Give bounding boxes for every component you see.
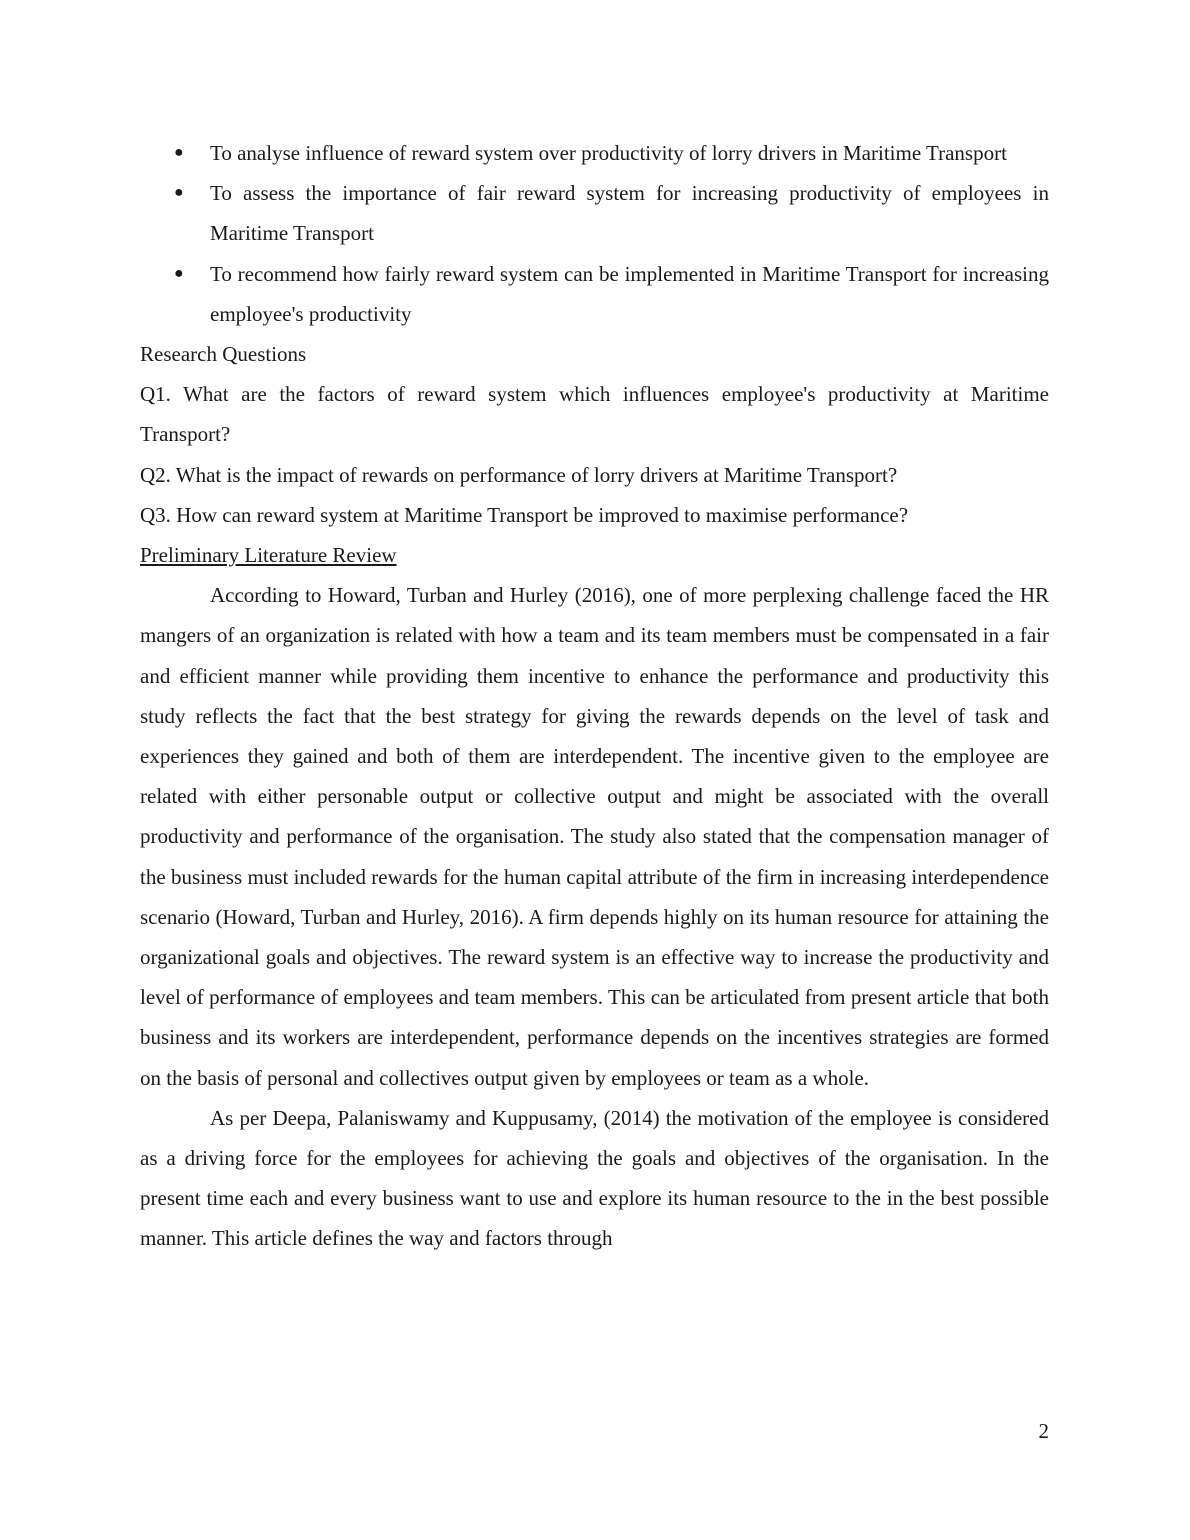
literature-review-heading: Preliminary Literature Review: [140, 543, 397, 568]
page-number: 2: [1038, 1419, 1049, 1443]
research-questions-heading: Research Questions: [140, 342, 307, 367]
list-item: [140, 173, 1049, 253]
research-question-2: Q2. What is the impact of rewards on performance of lorry drivers at Maritime Transport?: [140, 462, 898, 487]
page-content: [140, 133, 1049, 1259]
bullet-icon: ●: [174, 144, 184, 161]
research-question-3: Q3. How can reward system at Maritime Transport be improved to maximise performance?: [140, 502, 909, 527]
research-question-1: Q1. What are the factors of reward system which influences employee's productivity at Maritime Transport?: [140, 382, 1049, 447]
objective-text: To analyse influence of reward system over productivity of lorry drivers in Maritime Transport: [210, 141, 1007, 165]
literature-paragraph: As per Deepa, Palaniswamy and Kuppusamy, (2014) the motivation of the employee is considered as a driving force for the employees for achieving the goals and objectives of the organisation. In the present time each and every business want to use and explore its human resource to the in the best possible manner. This article defines the way and factors through: [140, 1105, 1049, 1251]
bullet-icon: ●: [174, 264, 184, 282]
bullet-icon: ●: [174, 184, 184, 202]
objectives-list: [140, 133, 1049, 334]
list-item: [140, 133, 1049, 173]
list-item: [140, 254, 1049, 334]
objective-text: To recommend how fairly reward system can be implemented in Maritime Transport for increasing employee's productivity: [210, 261, 1049, 326]
literature-paragraph: According to Howard, Turban and Hurley (2016), one of more perplexing challenge faced the HR mangers of an organization is related with how a team and its team members must be compensated in a fair and efficient manner while providing them incentive to enhance the performance and productivity this study reflects the fact that the best strategy for giving the rewards depends on the level of task and experiences they gained and both of them are interdependent. The incentive given to the employee are related with either personable output or collective output and might be associated with the overall productivity and performance of the organisation. The study also stated that the compensation manager of the business must included rewards for the human capital attribute of the firm in increasing interdependence scenario (Howard, Turban and Hurley, 2016). A firm depends highly on its human resource for attaining the organizational goals and objectives. The reward system is an effective way to increase the productivity and level of performance of employees and team members. This can be articulated from present article that both business and its workers are interdependent, performance depends on the incentives strategies are formed on the basis of personal and collectives output given by employees or team as a whole.: [140, 583, 1049, 1090]
objective-text: To assess the importance of fair reward system for increasing productivity of employees in Maritime Transport: [210, 181, 1049, 246]
